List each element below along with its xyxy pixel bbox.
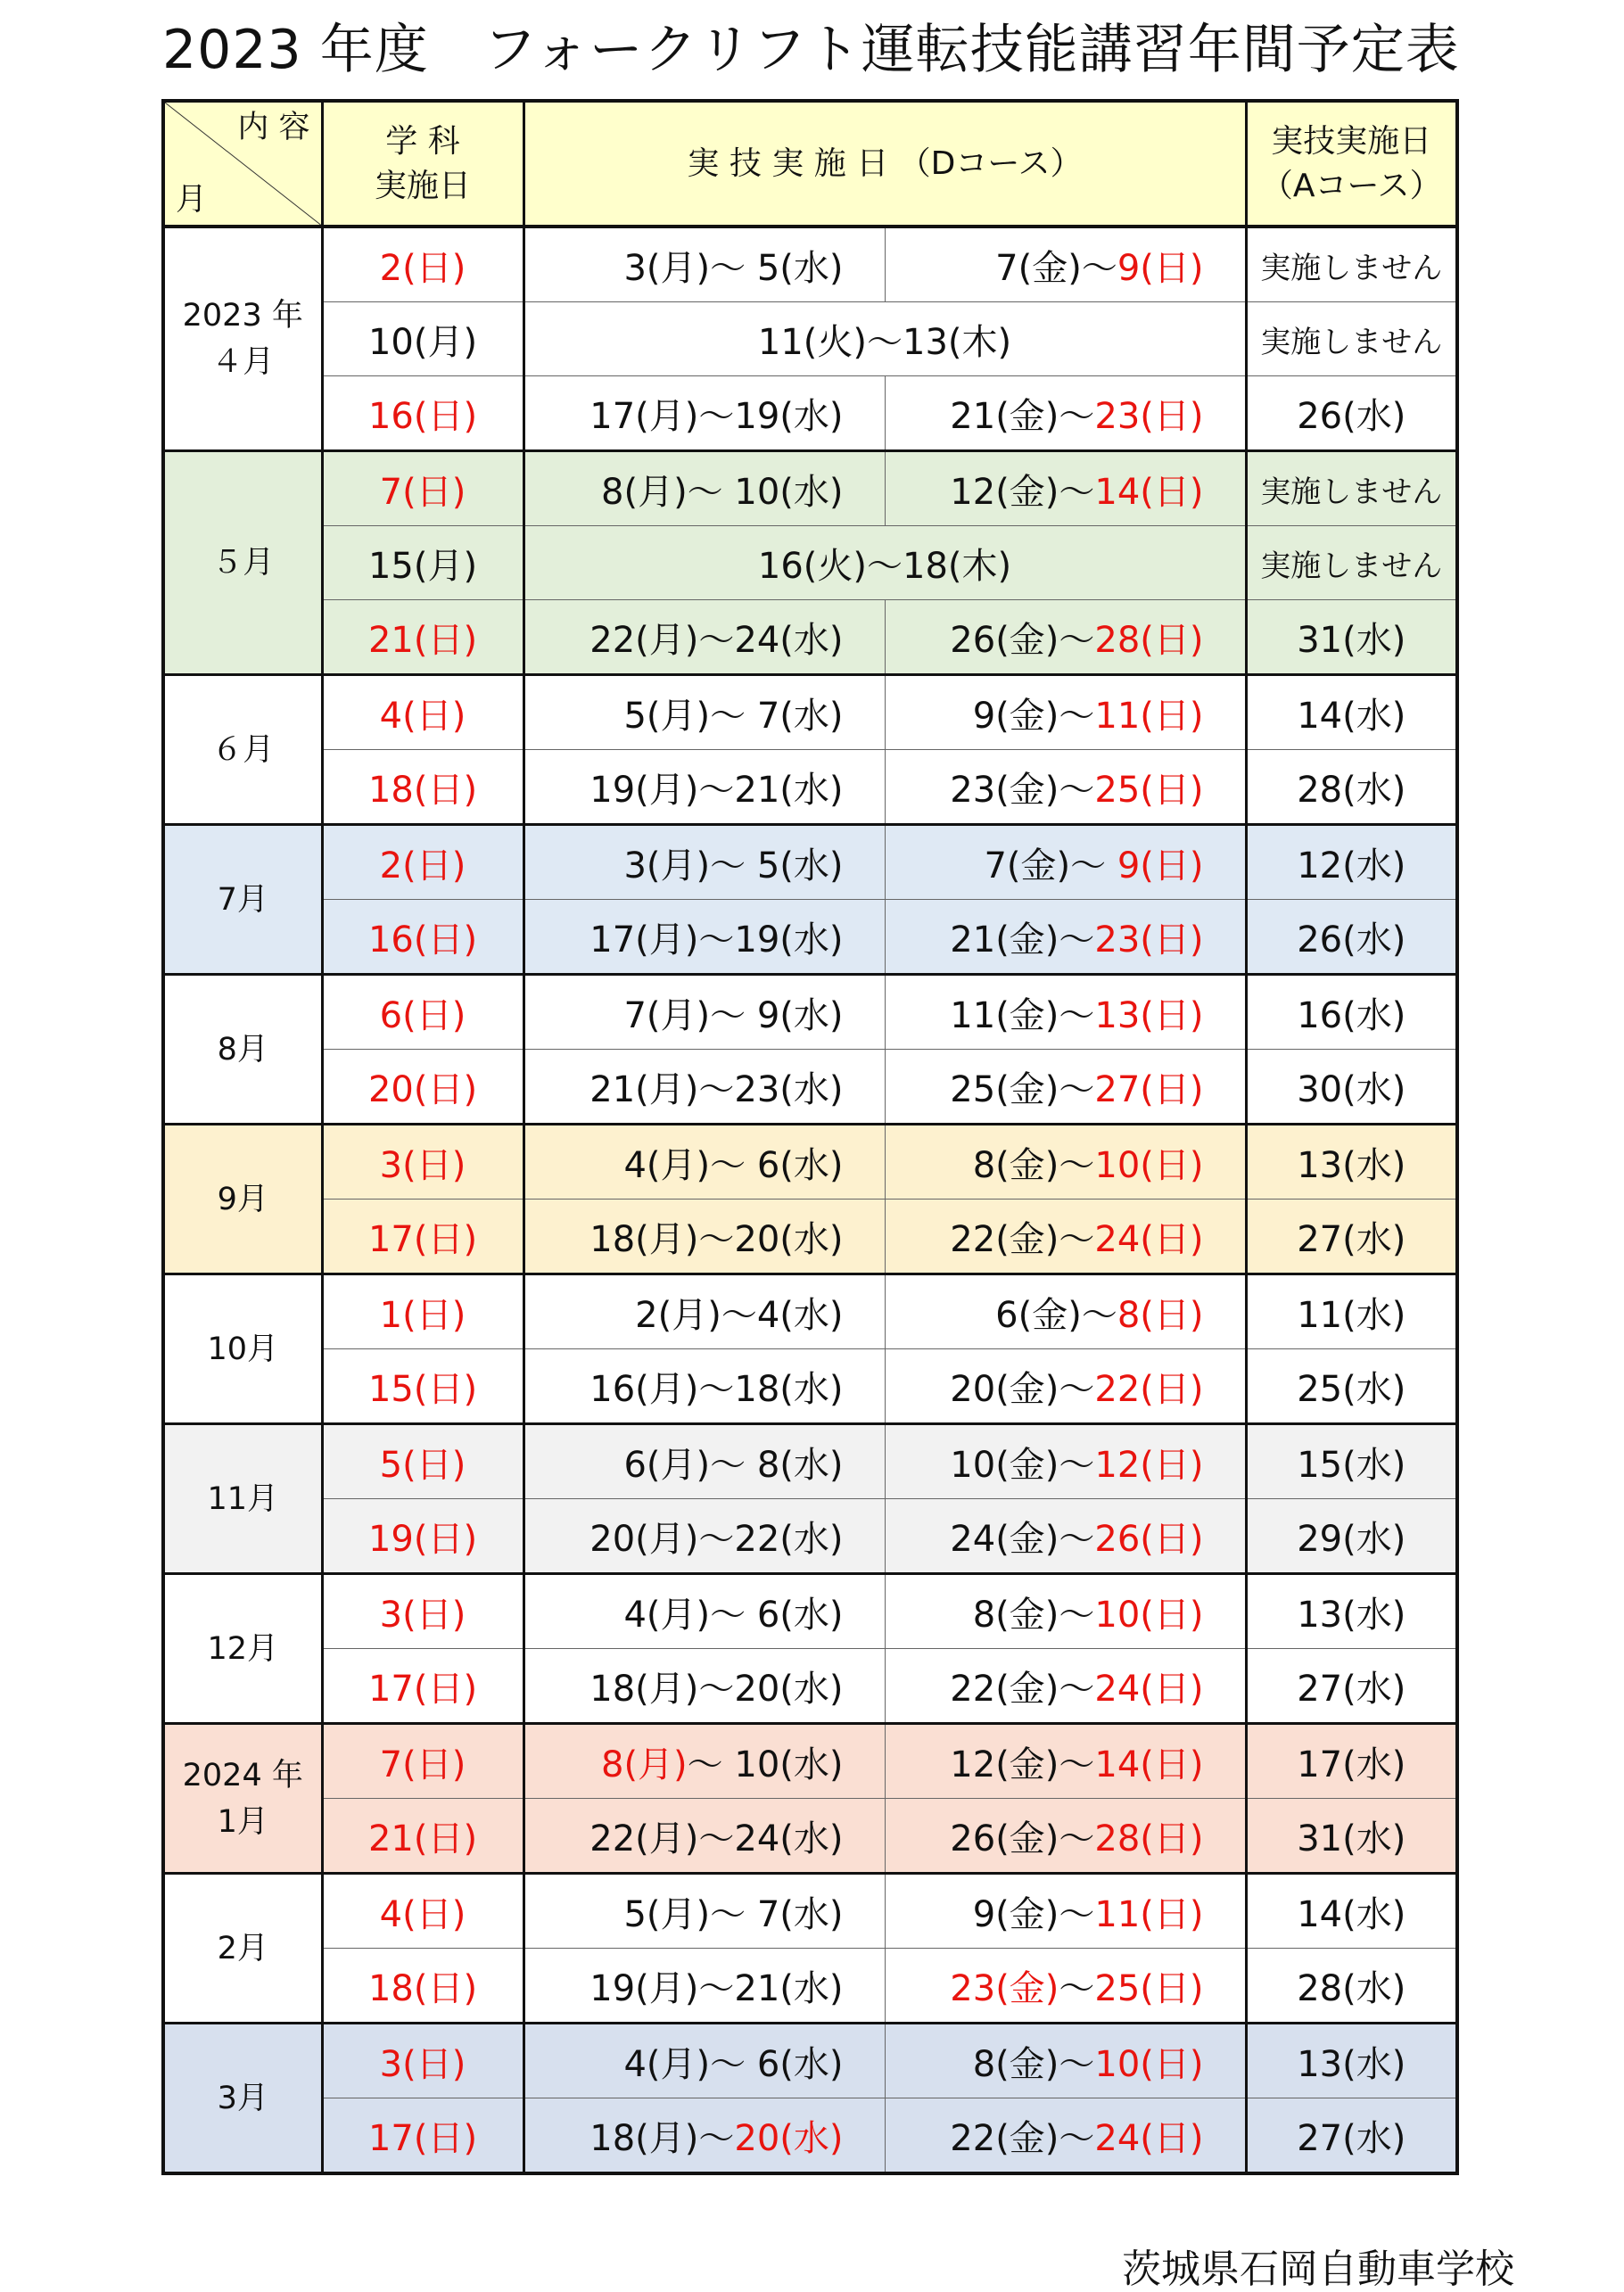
month-label-line: ５月 bbox=[211, 545, 275, 581]
date-segment: ～ bbox=[1059, 1967, 1095, 2009]
date-segment: 4(月)～ 6(水) bbox=[623, 1144, 844, 1186]
month-group bbox=[163, 675, 1457, 825]
date-segment: 26(金)～ bbox=[950, 1818, 1095, 1859]
month-label-line: 3月 bbox=[217, 2080, 268, 2116]
d-course-dates-2 bbox=[885, 675, 1246, 750]
date-segment: 23(金)～ bbox=[950, 769, 1095, 811]
date-segment: 21(金)～ bbox=[950, 919, 1095, 960]
date-segment: 16(月)～18(水) bbox=[589, 1368, 844, 1410]
gakka-header-line1: 学 科 bbox=[385, 122, 460, 160]
date-segment: 25(日) bbox=[1094, 1967, 1204, 2009]
date-segment: 12(金)～ bbox=[950, 1744, 1095, 1785]
gakka-date: 18(日) bbox=[322, 1949, 523, 2024]
gakka-header bbox=[322, 101, 523, 227]
d-course-dates-1 bbox=[523, 1799, 885, 1874]
date-segment: 27(日) bbox=[1094, 1068, 1204, 1110]
date-segment: 9(日) bbox=[1117, 845, 1204, 886]
date-segment: 12(金)～ bbox=[950, 471, 1095, 513]
month-group bbox=[163, 1874, 1457, 2024]
a-course-date: 27(水) bbox=[1246, 1200, 1457, 1274]
a-course-header-line2: （Aコース） bbox=[1260, 167, 1442, 204]
page-title: 2023 年度 フォークリフト運転技能講習年間予定表 bbox=[162, 19, 1460, 81]
date-segment: 8(月) bbox=[601, 1744, 688, 1785]
gakka-date: 3(日) bbox=[322, 1125, 523, 1200]
month-label-line: 2月 bbox=[217, 1930, 268, 1966]
schedule-row bbox=[163, 2098, 1457, 2174]
month-group bbox=[163, 451, 1457, 675]
month-group bbox=[163, 1125, 1457, 1274]
a-course-date: 31(水) bbox=[1246, 600, 1457, 675]
schedule-row bbox=[163, 302, 1457, 376]
d-course-dates-2 bbox=[885, 1200, 1246, 1274]
date-segment: 22(金)～ bbox=[950, 2117, 1095, 2159]
a-course-date: 13(水) bbox=[1246, 1574, 1457, 1649]
month-cell bbox=[163, 1274, 322, 1424]
gakka-date: 21(日) bbox=[322, 1799, 523, 1874]
date-segment: ～ 10(水) bbox=[687, 1744, 844, 1785]
d-course-dates-1 bbox=[523, 1949, 885, 2024]
a-course-date: 実施しません bbox=[1246, 526, 1457, 600]
a-course-date: 14(水) bbox=[1246, 1874, 1457, 1949]
a-course-date: 27(水) bbox=[1246, 2098, 1457, 2174]
d-course-header: 実 技 実 施 日 （Dコース） bbox=[523, 101, 1246, 227]
schedule-row bbox=[163, 1724, 1457, 1799]
month-group bbox=[163, 1574, 1457, 1724]
date-segment: 10(日) bbox=[1094, 1144, 1204, 1186]
d-course-dates-1 bbox=[523, 675, 885, 750]
date-segment: 11(日) bbox=[1094, 1893, 1204, 1935]
d-course-dates-1 bbox=[523, 1274, 885, 1349]
a-course-date: 実施しません bbox=[1246, 302, 1457, 376]
date-segment: 16(火)～18(木) bbox=[757, 545, 1012, 587]
schedule-row bbox=[163, 1274, 1457, 1349]
month-cell bbox=[163, 675, 322, 825]
a-course-date: 31(水) bbox=[1246, 1799, 1457, 1874]
d-course-dates-2 bbox=[885, 1574, 1246, 1649]
d-course-dates-1 bbox=[523, 2098, 885, 2174]
d-course-dates-2 bbox=[885, 1874, 1246, 1949]
date-segment: 11(金)～ bbox=[950, 994, 1095, 1036]
date-segment: 10(日) bbox=[1094, 1594, 1204, 1636]
month-cell bbox=[163, 1724, 322, 1874]
date-segment: 5(月)～ 7(水) bbox=[623, 1893, 844, 1935]
d-course-dates-2 bbox=[885, 1050, 1246, 1125]
d-course-dates-1 bbox=[523, 1125, 885, 1200]
date-segment: 20(水) bbox=[734, 2117, 844, 2159]
gakka-date: 16(日) bbox=[322, 376, 523, 451]
schedule-row bbox=[163, 451, 1457, 526]
month-cell bbox=[163, 1874, 322, 2024]
content-label: 内 容 bbox=[237, 110, 310, 145]
d-course-dates-2 bbox=[885, 600, 1246, 675]
a-course-date: 28(水) bbox=[1246, 750, 1457, 825]
month-label-line: 1月 bbox=[217, 1803, 268, 1840]
d-course-dates-1 bbox=[523, 1874, 885, 1949]
corner-header-cell bbox=[163, 101, 322, 227]
month-label-line: 12月 bbox=[207, 1630, 279, 1667]
date-segment: 14(日) bbox=[1094, 471, 1204, 513]
month-label-line: 10月 bbox=[207, 1331, 279, 1367]
date-segment: 4(月)～ 6(水) bbox=[623, 1594, 844, 1636]
d-course-dates-2 bbox=[885, 227, 1246, 302]
a-course-header bbox=[1246, 101, 1457, 227]
a-course-date: 実施しません bbox=[1246, 227, 1457, 302]
date-segment: 6(月)～ 8(水) bbox=[623, 1444, 844, 1486]
date-segment: 9(日) bbox=[1117, 247, 1204, 289]
a-course-date: 13(水) bbox=[1246, 2024, 1457, 2098]
date-segment: 20(金)～ bbox=[950, 1368, 1095, 1410]
date-segment: 22(金)～ bbox=[950, 1218, 1095, 1260]
month-cell bbox=[163, 451, 322, 675]
month-label: 月 bbox=[176, 182, 208, 218]
d-course-dates-1 bbox=[523, 1649, 885, 1724]
gakka-date: 2(日) bbox=[322, 825, 523, 900]
gakka-date: 20(日) bbox=[322, 1050, 523, 1125]
gakka-date: 5(日) bbox=[322, 1424, 523, 1499]
d-course-dates-1 bbox=[523, 1349, 885, 1424]
d-course-dates-1 bbox=[523, 227, 885, 302]
gakka-date: 16(日) bbox=[322, 900, 523, 975]
d-course-dates-2 bbox=[885, 900, 1246, 975]
month-label-line: ４月 bbox=[211, 344, 275, 380]
a-course-date: 14(水) bbox=[1246, 675, 1457, 750]
month-group bbox=[163, 1424, 1457, 1574]
a-course-date: 26(水) bbox=[1246, 900, 1457, 975]
month-cell bbox=[163, 2024, 322, 2174]
d-course-dates-2 bbox=[885, 750, 1246, 825]
school-name: 茨城県石岡自動車学校 bbox=[1122, 2247, 1514, 2292]
date-segment: 28(日) bbox=[1094, 619, 1204, 661]
schedule-row bbox=[163, 1874, 1457, 1949]
date-segment: 28(日) bbox=[1094, 1818, 1204, 1859]
month-group bbox=[163, 1724, 1457, 1874]
date-segment: 13(日) bbox=[1094, 994, 1204, 1036]
date-segment: 19(月)～21(水) bbox=[589, 1967, 844, 2009]
schedule-row bbox=[163, 2024, 1457, 2098]
month-group bbox=[163, 825, 1457, 975]
header-row bbox=[163, 101, 1457, 227]
gakka-date: 6(日) bbox=[322, 975, 523, 1050]
month-label-line: ６月 bbox=[211, 731, 275, 768]
date-segment: 26(金)～ bbox=[950, 619, 1095, 661]
date-segment: 23(日) bbox=[1094, 919, 1204, 960]
d-course-dates-2 bbox=[885, 1349, 1246, 1424]
month-cell bbox=[163, 975, 322, 1125]
date-segment: 23(金) bbox=[950, 1967, 1059, 2009]
d-course-dates-1 bbox=[523, 825, 885, 900]
schedule-row bbox=[163, 1949, 1457, 2024]
a-course-header-line1: 実技実施日 bbox=[1271, 122, 1432, 160]
date-segment: 19(月)～21(水) bbox=[589, 769, 844, 811]
schedule-table bbox=[161, 99, 1459, 2175]
schedule-row bbox=[163, 675, 1457, 750]
d-course-dates-1 bbox=[523, 1424, 885, 1499]
a-course-date: 28(水) bbox=[1246, 1949, 1457, 2024]
schedule-row bbox=[163, 1574, 1457, 1649]
gakka-date: 1(日) bbox=[322, 1274, 523, 1349]
date-segment: 23(日) bbox=[1094, 395, 1204, 437]
date-segment: 18(月)～20(水) bbox=[589, 1668, 844, 1710]
date-segment: 24(日) bbox=[1094, 1668, 1204, 1710]
date-segment: 6(金)～ bbox=[995, 1294, 1117, 1336]
schedule-row bbox=[163, 1499, 1457, 1574]
date-segment: 22(日) bbox=[1094, 1368, 1204, 1410]
date-segment: 7(金)～ bbox=[984, 845, 1117, 886]
d-course-dates-1 bbox=[523, 1499, 885, 1574]
a-course-date: 実施しません bbox=[1246, 451, 1457, 526]
date-segment: 8(月)～ 10(水) bbox=[601, 471, 844, 513]
gakka-date: 3(日) bbox=[322, 2024, 523, 2098]
month-cell bbox=[163, 1424, 322, 1574]
a-course-date: 25(水) bbox=[1246, 1349, 1457, 1424]
date-segment: 14(日) bbox=[1094, 1744, 1204, 1785]
d-course-dates-1 bbox=[523, 2024, 885, 2098]
d-course-dates-1 bbox=[523, 1200, 885, 1274]
date-segment: 22(金)～ bbox=[950, 1668, 1095, 1710]
date-segment: 17(月)～19(水) bbox=[589, 919, 844, 960]
a-course-date: 29(水) bbox=[1246, 1499, 1457, 1574]
d-course-dates-1 bbox=[523, 900, 885, 975]
a-course-date: 26(水) bbox=[1246, 376, 1457, 451]
gakka-date: 17(日) bbox=[322, 1200, 523, 1274]
a-course-date: 30(水) bbox=[1246, 1050, 1457, 1125]
d-course-dates-2 bbox=[885, 1949, 1246, 2024]
gakka-date: 17(日) bbox=[322, 1649, 523, 1724]
date-segment: 10(日) bbox=[1094, 2043, 1204, 2085]
date-segment: 17(月)～19(水) bbox=[589, 395, 844, 437]
date-segment: 8(金)～ bbox=[972, 2043, 1095, 2085]
d-course-dates-2 bbox=[885, 2098, 1246, 2174]
schedule-row bbox=[163, 1125, 1457, 1200]
gakka-date: 18(日) bbox=[322, 750, 523, 825]
d-course-dates-2 bbox=[885, 1424, 1246, 1499]
gakka-date: 19(日) bbox=[322, 1499, 523, 1574]
schedule-row bbox=[163, 376, 1457, 451]
schedule-row bbox=[163, 1649, 1457, 1724]
d-course-dates-1 bbox=[523, 975, 885, 1050]
d-course-dates-2 bbox=[885, 1724, 1246, 1799]
month-label-line: 7月 bbox=[217, 881, 268, 918]
a-course-date: 16(水) bbox=[1246, 975, 1457, 1050]
date-segment: 26(日) bbox=[1094, 1518, 1204, 1560]
month-group bbox=[163, 1274, 1457, 1424]
date-segment: 8(日) bbox=[1117, 1294, 1204, 1336]
date-segment: 8(金)～ bbox=[972, 1144, 1095, 1186]
date-segment: 12(日) bbox=[1094, 1444, 1204, 1486]
date-segment: 11(日) bbox=[1094, 695, 1204, 737]
date-segment: 2(月)～4(水) bbox=[635, 1294, 844, 1336]
d-course-dates-merged bbox=[523, 526, 1246, 600]
d-course-dates-1 bbox=[523, 1050, 885, 1125]
gakka-date: 3(日) bbox=[322, 1574, 523, 1649]
gakka-date: 7(日) bbox=[322, 451, 523, 526]
month-cell bbox=[163, 825, 322, 975]
schedule-row bbox=[163, 825, 1457, 900]
gakka-date: 7(日) bbox=[322, 1724, 523, 1799]
month-group bbox=[163, 227, 1457, 451]
gakka-date: 21(日) bbox=[322, 600, 523, 675]
date-segment: 7(金)～ bbox=[995, 247, 1117, 289]
gakka-date: 4(日) bbox=[322, 1874, 523, 1949]
date-segment: 22(月)～24(水) bbox=[589, 1818, 844, 1859]
d-course-dates-1 bbox=[523, 1724, 885, 1799]
date-segment: 4(月)～ 6(水) bbox=[623, 2043, 844, 2085]
month-label-line: 8月 bbox=[217, 1031, 268, 1068]
schedule-row bbox=[163, 750, 1457, 825]
schedule-row bbox=[163, 600, 1457, 675]
d-course-dates-1 bbox=[523, 600, 885, 675]
a-course-date: 13(水) bbox=[1246, 1125, 1457, 1200]
date-segment: 3(月)～ 5(水) bbox=[623, 845, 844, 886]
d-course-dates-2 bbox=[885, 1499, 1246, 1574]
schedule-row bbox=[163, 1050, 1457, 1125]
month-label-line: 9月 bbox=[217, 1181, 268, 1217]
gakka-date: 10(月) bbox=[322, 302, 523, 376]
schedule-row bbox=[163, 1799, 1457, 1874]
date-segment: 9(金)～ bbox=[972, 1893, 1095, 1935]
month-group bbox=[163, 975, 1457, 1125]
date-segment: 18(月)～20(水) bbox=[589, 1218, 844, 1260]
a-course-date: 27(水) bbox=[1246, 1649, 1457, 1724]
gakka-header-line2: 実施日 bbox=[374, 167, 471, 204]
date-segment: 25(金)～ bbox=[950, 1068, 1095, 1110]
date-segment: 24(日) bbox=[1094, 2117, 1204, 2159]
schedule-row bbox=[163, 1424, 1457, 1499]
gakka-date: 15(日) bbox=[322, 1349, 523, 1424]
d-course-dates-2 bbox=[885, 1125, 1246, 1200]
gakka-date: 17(日) bbox=[322, 2098, 523, 2174]
schedule-row bbox=[163, 975, 1457, 1050]
d-course-dates-1 bbox=[523, 1574, 885, 1649]
d-course-dates-2 bbox=[885, 975, 1246, 1050]
d-course-dates-1 bbox=[523, 451, 885, 526]
d-course-dates-2 bbox=[885, 1649, 1246, 1724]
month-group bbox=[163, 2024, 1457, 2174]
month-label-line: 2023 年 bbox=[182, 298, 303, 334]
month-label-line: 11月 bbox=[207, 1480, 279, 1517]
month-cell bbox=[163, 1125, 322, 1274]
date-segment: 21(月)～23(水) bbox=[589, 1068, 844, 1110]
month-cell bbox=[163, 227, 322, 451]
date-segment: 25(日) bbox=[1094, 769, 1204, 811]
a-course-date: 17(水) bbox=[1246, 1724, 1457, 1799]
schedule-row bbox=[163, 1349, 1457, 1424]
date-segment: 24(日) bbox=[1094, 1218, 1204, 1260]
date-segment: 24(金)～ bbox=[950, 1518, 1095, 1560]
date-segment: 8(金)～ bbox=[972, 1594, 1095, 1636]
d-course-dates-2 bbox=[885, 1274, 1246, 1349]
schedule-row bbox=[163, 1200, 1457, 1274]
date-segment: 11(火)～13(木) bbox=[757, 321, 1012, 363]
schedule-row bbox=[163, 900, 1457, 975]
date-segment: 20(月)～22(水) bbox=[589, 1518, 844, 1560]
date-segment: 5(月)～ 7(水) bbox=[623, 695, 844, 737]
schedule-row bbox=[163, 526, 1457, 600]
gakka-date: 4(日) bbox=[322, 675, 523, 750]
d-course-dates-2 bbox=[885, 451, 1246, 526]
d-course-dates-2 bbox=[885, 2024, 1246, 2098]
month-label-line: 2024 年 bbox=[182, 1757, 303, 1793]
date-segment: 9(金)～ bbox=[972, 695, 1095, 737]
date-segment: 7(月)～ 9(水) bbox=[623, 994, 844, 1036]
d-course-dates-2 bbox=[885, 1799, 1246, 1874]
schedule-row bbox=[163, 227, 1457, 302]
gakka-date: 15(月) bbox=[322, 526, 523, 600]
d-course-dates-merged bbox=[523, 302, 1246, 376]
date-segment: 3(月)～ 5(水) bbox=[623, 247, 844, 289]
gakka-date: 2(日) bbox=[322, 227, 523, 302]
date-segment: 21(金)～ bbox=[950, 395, 1095, 437]
d-course-dates-2 bbox=[885, 825, 1246, 900]
a-course-date: 12(水) bbox=[1246, 825, 1457, 900]
month-cell bbox=[163, 1574, 322, 1724]
date-segment: 22(月)～24(水) bbox=[589, 619, 844, 661]
d-course-dates-2 bbox=[885, 376, 1246, 451]
date-segment: 18(月)～ bbox=[589, 2117, 735, 2159]
a-course-date: 15(水) bbox=[1246, 1424, 1457, 1499]
d-course-dates-1 bbox=[523, 750, 885, 825]
a-course-date: 11(水) bbox=[1246, 1274, 1457, 1349]
d-course-dates-1 bbox=[523, 376, 885, 451]
date-segment: 10(金)～ bbox=[950, 1444, 1095, 1486]
